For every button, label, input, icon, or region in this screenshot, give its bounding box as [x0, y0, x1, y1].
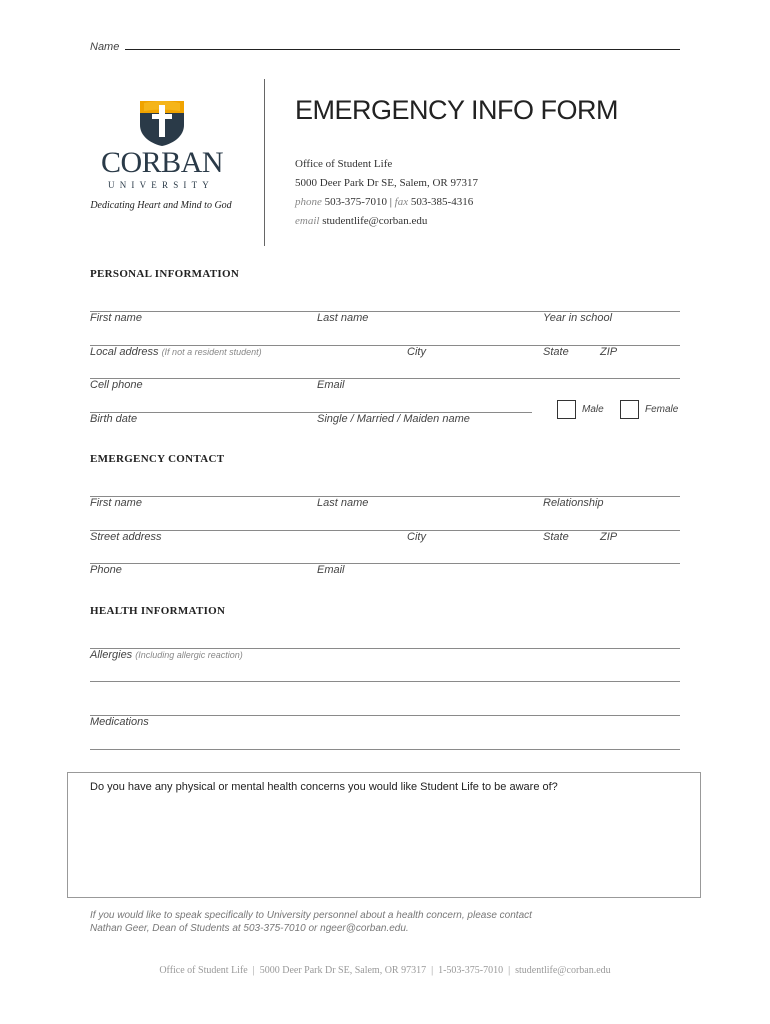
- logo-university: UNIVERSITY: [108, 180, 214, 190]
- relationship-label: Relationship: [543, 497, 604, 509]
- contact-note-line2: Nathan Geer, Dean of Students at 503-375-7010 or ngeer@corban.edu.: [90, 923, 409, 934]
- fax-label: fax: [394, 196, 409, 208]
- contact-phone-label: Phone: [90, 564, 122, 576]
- contact-email-label: Email: [317, 564, 345, 576]
- city-label: City: [407, 346, 426, 358]
- female-checkbox[interactable]: [620, 400, 639, 419]
- year-label: Year in school: [543, 312, 613, 324]
- allergies-text: Allergies: [90, 649, 133, 661]
- allergies-line-2[interactable]: [90, 681, 680, 682]
- contact-last-name-label: Last name: [317, 497, 369, 509]
- local-address-label: [90, 346, 262, 358]
- footer-text: Office of Student Life | 5000 Deer Park Dr SE, Salem, OR 97317 | 1-503-375-7010 | studentlife@corban.edu: [159, 965, 611, 976]
- contact-state-label: State: [543, 531, 569, 543]
- local-address-text: Local address: [90, 346, 159, 358]
- phone-email-line[interactable]: [90, 378, 680, 379]
- cell-phone-label: Cell phone: [90, 379, 143, 391]
- personal-heading: PERSONAL INFORMATION: [90, 268, 240, 280]
- health-heading: HEALTH INFORMATION: [90, 605, 226, 617]
- zip-label: ZIP: [600, 346, 618, 358]
- birth-date-label: Birth date: [90, 413, 138, 425]
- allergies-hint: (Including allergic reaction): [135, 650, 243, 660]
- state-label: State: [543, 346, 569, 358]
- office-email-row: [295, 215, 427, 227]
- office-address: 5000 Deer Park Dr SE, Salem, OR 97317: [295, 177, 479, 189]
- office-fax: 503-385-4316: [410, 196, 474, 208]
- office-email: studentlife@corban.edu: [322, 215, 428, 227]
- medications-label: Medications: [90, 716, 149, 728]
- email-field-label: Email: [317, 379, 345, 391]
- concerns-box[interactable]: [67, 772, 701, 898]
- allergies-label: [90, 649, 243, 661]
- name-input-line[interactable]: [125, 49, 680, 50]
- office-phone-fax: phone 503-375-7010 | fax 503-385-4316: [295, 196, 474, 208]
- logo-wordmark: CORBAN: [101, 146, 224, 179]
- medications-line[interactable]: [90, 715, 680, 716]
- contact-first-name-label: First name: [90, 497, 142, 509]
- medications-line-2[interactable]: [90, 749, 680, 750]
- last-name-label: Last name: [317, 312, 369, 324]
- first-name-label: First name: [90, 312, 142, 324]
- logo-tagline: Dedicating Heart and Mind to God: [90, 200, 232, 211]
- contact-note-line1: If you would like to speak specifically to University personnel about a health concern, please contact: [90, 910, 532, 921]
- concerns-question: Do you have any physical or mental health concerns you would like Student Life to be aware of?: [90, 781, 558, 793]
- male-label: Male: [582, 404, 604, 415]
- local-address-hint: (If not a resident student): [161, 347, 262, 357]
- contact-zip-label: ZIP: [600, 531, 618, 543]
- phone-label: phone: [295, 196, 322, 208]
- contact-phone-line[interactable]: [90, 563, 680, 564]
- office-name: Office of Student Life: [295, 158, 393, 170]
- header-divider: [264, 79, 265, 246]
- name-label: Name: [90, 41, 120, 53]
- contact-city-label: City: [407, 531, 426, 543]
- email-label: email: [295, 215, 320, 227]
- male-checkbox[interactable]: [557, 400, 576, 419]
- corban-shield-logo: [138, 99, 186, 147]
- contact-heading: EMERGENCY CONTACT: [90, 453, 225, 465]
- contact-address-line[interactable]: [90, 530, 680, 531]
- form-title: EMERGENCY INFO FORM: [295, 95, 619, 125]
- marital-label: Single / Married / Maiden name: [317, 413, 470, 425]
- female-label: Female: [645, 404, 679, 415]
- street-address-label: Street address: [90, 531, 162, 543]
- office-phone: 503-375-7010: [324, 196, 387, 208]
